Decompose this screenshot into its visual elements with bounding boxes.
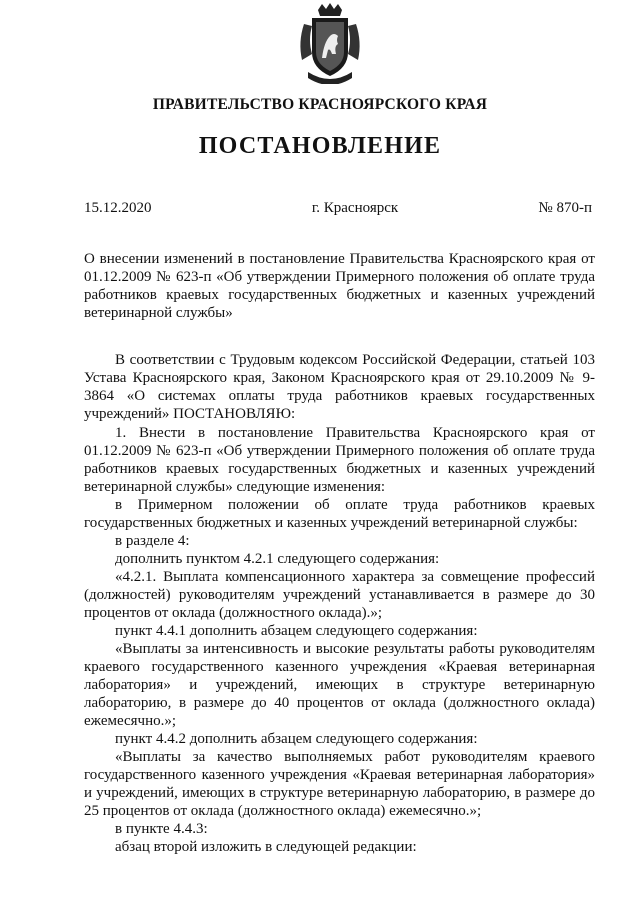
- paragraph: пункт 4.4.1 дополнить абзацем следующего содержания:: [115, 623, 478, 639]
- paragraph-quote: «Выплаты за интенсивность и высокие результаты работы руководителям краевого государственного казенного учреждения «Краевая ветеринарная лаборатория» и учреждений, имеющих в структуре ветеринарную лабораторию, в размере до 40 процентов от оклада (должностного оклада) ежемесячно.»;: [84, 641, 595, 729]
- document-date: 15.12.2020: [84, 200, 152, 216]
- document-number: № 870-п: [538, 200, 592, 216]
- paragraph-preamble: В соответствии с Трудовым кодексом Российской Федерации, статьей 103 Устава Красноярского края, Законом Красноярского края от 29.10.2009 № 9-3864 «О системах оплаты труда работников краевых государственных учреждений» ПОСТАНОВЛЯЮ:: [84, 352, 595, 422]
- paragraph-quote: «4.2.1. Выплата компенсационного характера за совмещение профессий (должностей) руководителям учреждений устанавливается в размере до 30 процентов от оклада (должностного оклада).»;: [84, 569, 595, 621]
- paragraph-quote: «Выплаты за качество выполняемых работ руководителям краевого государственного казенного учреждения «Краевая ветеринарная лаборатория» и учреждений, имеющих в структуре ветеринарную лабораторию, в размере до 25 процентов от оклада (должностного оклада) ежемесячно.»;: [84, 749, 595, 819]
- document-city: г. Красноярск: [311, 200, 399, 216]
- paragraph: дополнить пунктом 4.2.1 следующего содержания:: [115, 551, 440, 567]
- paragraph: в Примерном положении об оплате труда работников краевых государственных бюджетных и казенных учреждений ветеринарной службы:: [84, 497, 595, 531]
- government-name: ПРАВИТЕЛЬСТВО КРАСНОЯРСКОГО КРАЯ: [152, 96, 488, 113]
- document-body: [84, 351, 595, 856]
- paragraph: в разделе 4:: [115, 533, 190, 549]
- paragraph: в пункте 4.4.3:: [115, 821, 208, 837]
- paragraph-item-1: 1. Внести в постановление Правительства Красноярского края от 01.12.2009 № 623-п «Об утверждении Примерного положения об оплате труда работников краевых государственных бюджетных и казенных учреждений ветеринарной службы» следующие изменения:: [84, 425, 595, 495]
- document-subject: О внесении изменений в постановление Правительства Красноярского края от 01.12.2009 № 623-п «Об утверждении Примерного положения об оплате труда работников краевых государственных бюджетных и казенных учреждений ветеринарной службы»: [84, 251, 595, 321]
- document-type-title: ПОСТАНОВЛЕНИЕ: [198, 133, 442, 159]
- krasnoyarsk-coat-of-arms-icon: [296, 2, 364, 84]
- paragraph: абзац второй изложить в следующей редакции:: [115, 839, 417, 855]
- paragraph: пункт 4.4.2 дополнить абзацем следующего содержания:: [115, 731, 478, 747]
